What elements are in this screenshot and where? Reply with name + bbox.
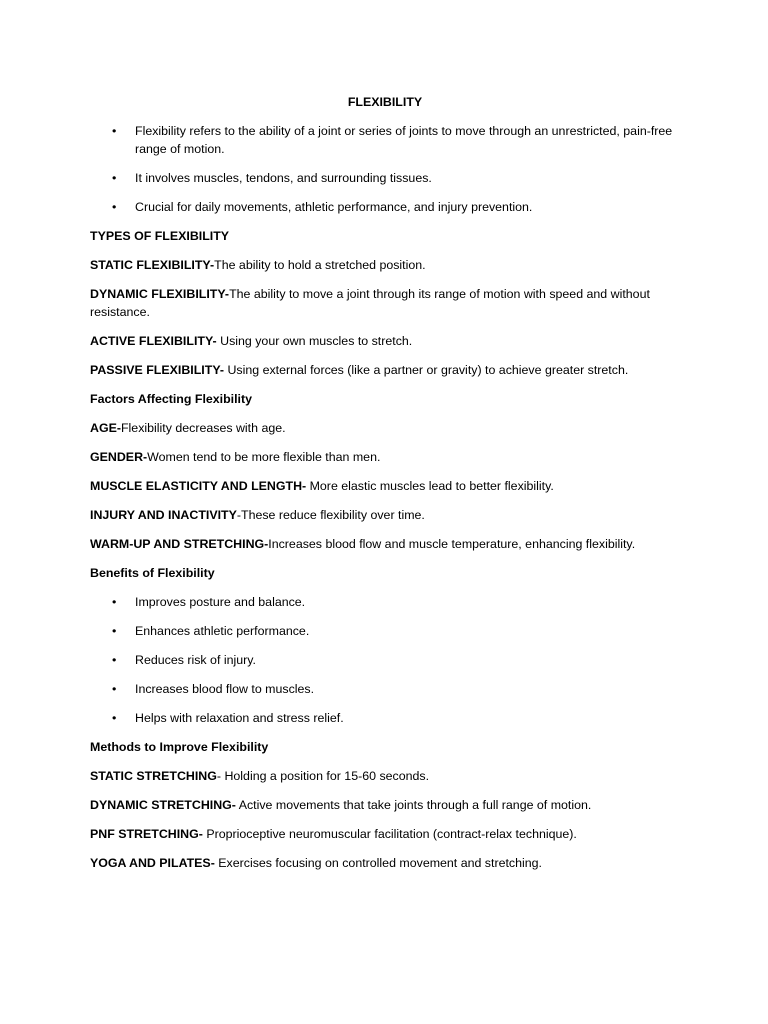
benefits-bullet-list xyxy=(90,593,680,727)
bullet-icon: • xyxy=(112,200,117,214)
definition-term: PNF STRETCHING- xyxy=(90,827,203,841)
definition-term: DYNAMIC FLEXIBILITY- xyxy=(90,287,230,301)
bullet-icon: • xyxy=(112,595,117,609)
definition-paragraph xyxy=(90,825,680,843)
section-heading-benefits: Benefits of Flexibility xyxy=(90,566,215,580)
definition-term: STATIC STRETCHING xyxy=(90,769,217,783)
section-heading-factors: Factors Affecting Flexibility xyxy=(90,392,253,406)
definition-text: - Holding a position for 15-60 seconds. xyxy=(216,769,430,783)
bullet-icon: • xyxy=(112,711,117,725)
definition-text: The ability to move a joint through its range of motion with speed and without resistance. xyxy=(90,287,650,319)
list-item xyxy=(90,593,680,611)
list-item xyxy=(90,651,680,669)
list-item-text: It involves muscles, tendons, and surrounding tissues. xyxy=(135,171,432,185)
list-item-text: Improves posture and balance. xyxy=(135,595,306,609)
definition-paragraph xyxy=(90,419,680,437)
list-item xyxy=(90,709,680,727)
definition-term: DYNAMIC STRETCHING- xyxy=(90,798,236,812)
list-item xyxy=(90,680,680,698)
bullet-icon: • xyxy=(112,624,117,638)
page-title: FLEXIBILITY xyxy=(347,95,423,109)
definition-paragraph xyxy=(90,448,680,466)
bullet-icon: • xyxy=(112,682,117,696)
intro-bullet-list xyxy=(90,122,680,216)
bullet-icon: • xyxy=(112,124,117,138)
section-heading-types: TYPES OF FLEXIBILITY xyxy=(90,229,230,243)
definition-text: Women tend to be more flexible than men. xyxy=(147,450,381,464)
definition-term: INJURY AND INACTIVITY xyxy=(90,508,237,522)
list-item xyxy=(90,122,680,158)
definition-paragraph xyxy=(90,256,680,274)
definition-text: Exercises focusing on controlled movement and stretching. xyxy=(214,856,542,870)
list-item-text: Flexibility refers to the ability of a joint or series of joints to move through an unrestricted, pain-free range of motion. xyxy=(135,124,673,156)
definition-text: Increases blood flow and muscle temperature, enhancing flexibility. xyxy=(268,537,636,551)
definition-paragraph xyxy=(90,535,680,553)
definition-text: More elastic muscles lead to better flexibility. xyxy=(306,479,554,493)
list-item xyxy=(90,622,680,640)
section-heading-methods: Methods to Improve Flexibility xyxy=(90,740,269,754)
definition-text: Using external forces (like a partner or gravity) to achieve greater stretch. xyxy=(224,363,629,377)
definition-term: PASSIVE FLEXIBILITY- xyxy=(90,363,225,377)
definition-term: STATIC FLEXIBILITY- xyxy=(90,258,215,272)
definition-text: The ability to hold a stretched position. xyxy=(214,258,426,272)
list-item-text: Increases blood flow to muscles. xyxy=(135,682,315,696)
list-item-text: Reduces risk of injury. xyxy=(135,653,256,667)
definition-paragraph xyxy=(90,796,680,814)
bullet-icon: • xyxy=(112,653,117,667)
definition-text: Active movements that take joints through a full range of motion. xyxy=(235,798,592,812)
definition-term: AGE- xyxy=(90,421,121,435)
bullet-icon: • xyxy=(112,171,117,185)
definition-term: ACTIVE FLEXIBILITY- xyxy=(90,334,217,348)
list-item xyxy=(90,198,680,216)
definition-text: Proprioceptive neuromuscular facilitation (contract-relax technique). xyxy=(202,827,577,841)
definition-paragraph xyxy=(90,332,680,350)
definition-text: Flexibility decreases with age. xyxy=(120,421,286,435)
definition-paragraph xyxy=(90,506,680,524)
document-body xyxy=(90,93,680,883)
definition-paragraph xyxy=(90,477,680,495)
definition-term: GENDER- xyxy=(90,450,148,464)
list-item xyxy=(90,169,680,187)
definition-term: MUSCLE ELASTICITY AND LENGTH- xyxy=(90,479,307,493)
definition-term: WARM-UP AND STRETCHING- xyxy=(90,537,269,551)
definition-text: Using your own muscles to stretch. xyxy=(216,334,413,348)
list-item-text: Enhances athletic performance. xyxy=(135,624,310,638)
definition-term: YOGA AND PILATES- xyxy=(90,856,215,870)
definition-paragraph xyxy=(90,361,680,379)
definition-paragraph xyxy=(90,854,680,872)
list-item-text: Helps with relaxation and stress relief. xyxy=(135,711,344,725)
list-item-text: Crucial for daily movements, athletic performance, and injury prevention. xyxy=(135,200,533,214)
definition-paragraph xyxy=(90,767,680,785)
definition-text: -These reduce flexibility over time. xyxy=(236,508,425,522)
definition-paragraph xyxy=(90,285,680,321)
